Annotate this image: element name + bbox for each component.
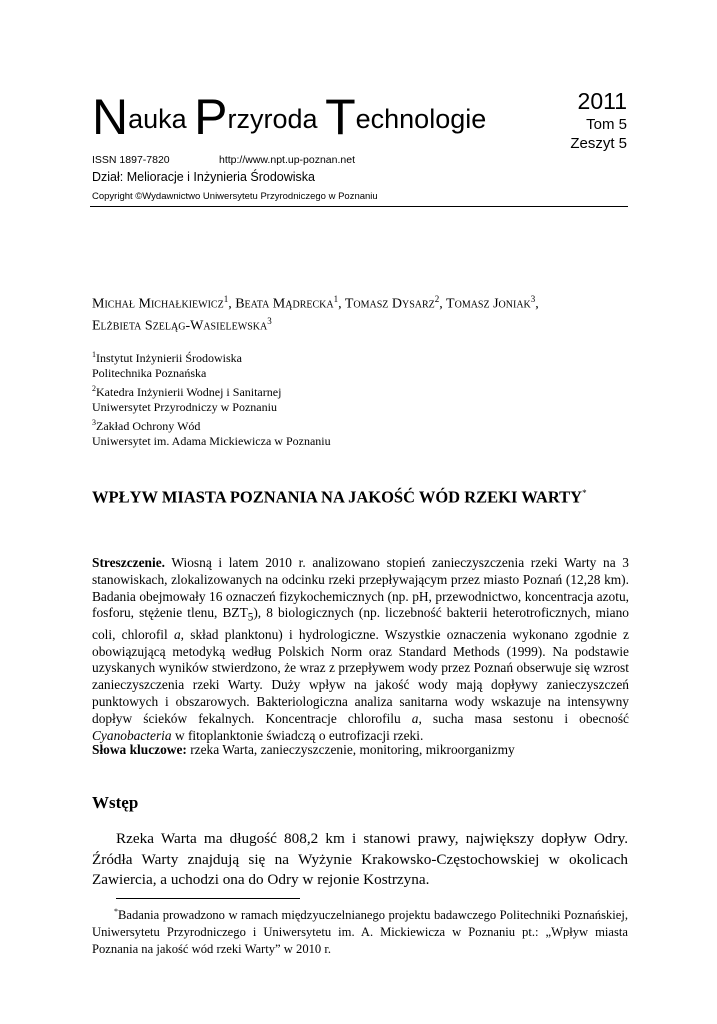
affiliation-item: $^2$Katedra Inżynierii Wodnej i Sanitarnej [92,384,282,399]
author-name: Elżbieta Szeląg-Wasielewska [92,318,268,334]
copyright: Copyright ©Wydawnictwo Uniwersytetu Przyrodniczego w Poznaniu [92,191,378,202]
author-name: Michał Michałkiewicz [92,296,224,312]
footnote: *Badania prowadzono w ramach międzyuczelnianego projektu badawczego Politechniki Poznańskiej, Uniwersytetu Przyrodniczego i Uniwersytetu im. A. Mickiewicza w Poznaniu pt.: „Wpływ miasta Poznania na jakość wód rzeki Warty” w 2010 r. [92,907,628,957]
author-affiliation-mark: 3 [267,315,272,326]
keywords: Słowa kluczowe: rzeka Warta, zanieczyszczenie, monitoring, mikroorganizmy [92,742,515,757]
journal-title-word-auka: auka [128,104,195,134]
author-affiliation-mark: 1 [333,294,339,304]
journal-issue: Zeszyt 5 [570,135,627,152]
author-name: Beata Mądrecka [235,296,334,312]
journal-year: 2011 [577,88,627,114]
issn-line [92,154,356,166]
footnote-divider [116,898,300,899]
journal-volume: Tom 5 [586,116,627,133]
intro-paragraph: Rzeka Warta ma długość 808,2 km i stanowi prawy, największy dopływ Odry. Źródła Warty znajdują się na Wyżynie Krakowsko-Częstochowskiej w okolicach Zawiercia, a uchodzi ona do Odry w rejonie Kostrzyna. [92,830,628,888]
author-separator: , [535,296,539,312]
affiliation-institution: Politechnika Poznańska [92,366,207,380]
journal-url[interactable]: http://www.npt.up-poznan.net [219,154,356,166]
journal-title-word-echnologie: echnologie [355,104,487,134]
header-divider [90,206,628,207]
affiliation-institution: Uniwersytet Przyrodniczy w Poznaniu [92,400,277,414]
keywords-label: Słowa kluczowe: [92,742,187,757]
article-title: WPŁYW MIASTA POZNANIA NA JAKOŚĆ WÓD RZEKI WARTY* [92,487,587,507]
author-name: Tomasz Joniak [446,296,531,312]
affiliation-list [92,347,632,449]
journal-title-initial-t: T [325,89,356,145]
affiliation-institution: Uniwersytet im. Adama Mickiewicza w Poznaniu [92,434,331,448]
affiliation-item: $^1$Instytut Inżynierii Środowiska [92,350,242,365]
author-affiliation-mark: 2 [434,294,440,304]
author-separator: , [439,296,447,312]
author-list [92,291,632,334]
abstract-label: Streszczenie. [92,555,165,570]
department: Dział: Melioracje i Inżynieria Środowiska [92,170,315,184]
author-name: Tomasz Dysarz [344,296,435,312]
section-heading: Wstęp [92,793,139,812]
journal-title-initial-p: P [194,89,228,145]
author-separator: , [338,296,345,312]
journal-title-word-rzyroda: rzyroda [227,104,326,134]
issn: ISSN 1897-7820 [92,154,170,166]
abstract: Streszczenie. Wiosną i latem 2010 r. analizowano stopień zanieczyszczenia rzeki Warty na 3 stanowiskach, zlokalizowanych na odcinku rzeki przepływającym przez miasto Poznań (12,28 km). Badania obejmowały 16 oznaczeń fizykochemicznych (np. pH, przewodnictwo, koncentracja azotu, fosforu, stężenie tlenu, $BZT_5$), 8 biologicznych (np. liczebność bakterii heterotroficznych, miano coli, chlorofil a, skład planktonu) i hydrologiczne. Wszystkie oznaczenia wykonano zgodnie z obowiązującą metodyką według Polskich Norm oraz Standard Methods (1999). Na podstawie uzyskanych wyników stwierdzono, że wraz z przepływem wody przez Poznań obserwuje się wzrost zanieczyszczenia rzeki Warty. Duży wpływ na jakość wody mają dopływy zanieczyszczeń punktowych i obszarowych. Bakteriologiczna analiza sanitarna wody wskazuje na intensywny dopływ ścieków fekalnych. Koncentracje chlorofilu a, sucha masa sestonu i obecność Cyanobacteria w fitoplanktonie świadczą o eutrofizacji rzeki. [92,555,630,743]
footnote-mark: * [114,907,118,916]
author-affiliation-mark: 3 [530,294,536,304]
title-footnote-mark: * [582,488,587,498]
journal-title [92,89,487,145]
author-affiliation-mark: 1 [223,294,229,304]
affiliation-item: $^3$Zakład Ochrony Wód [92,418,201,433]
author-separator: , [228,296,236,312]
journal-title-initial-n: N [92,89,129,145]
